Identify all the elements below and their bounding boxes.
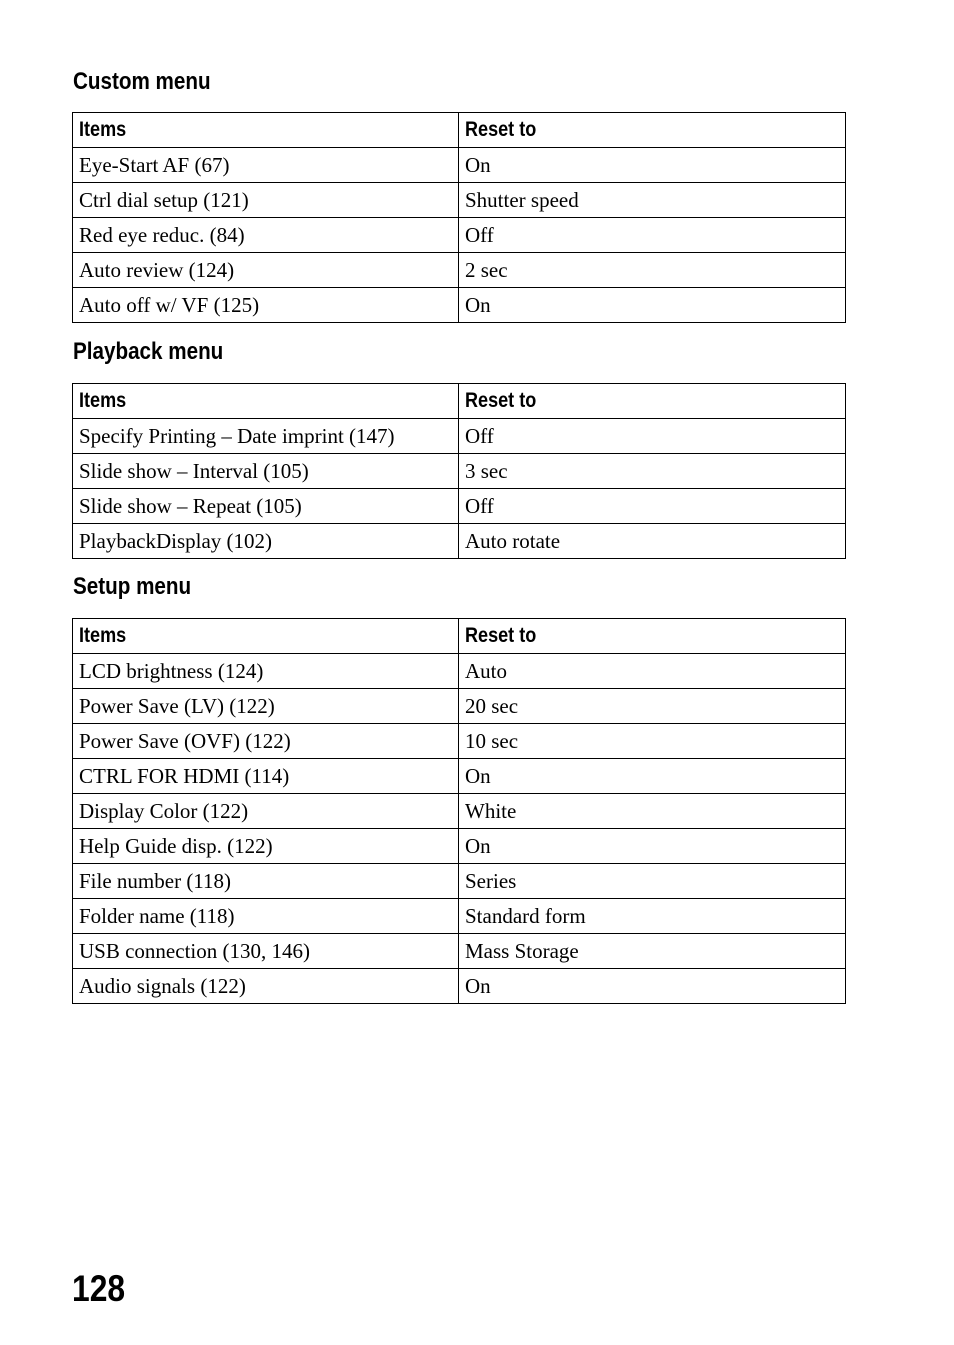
table-row — [73, 454, 846, 489]
table-row — [73, 934, 846, 969]
reset-value-cell: Standard form — [459, 899, 846, 934]
reset-value-cell: White — [459, 794, 846, 829]
item-cell: Ctrl dial setup (121) — [73, 183, 459, 218]
reset-value-cell: 2 sec — [459, 253, 846, 288]
item-cell: Auto off w/ VF (125) — [73, 288, 459, 323]
table-row — [73, 253, 846, 288]
reset-value-cell: On — [459, 969, 846, 1004]
reset-value-cell: 20 sec — [459, 689, 846, 724]
item-cell: Auto review (124) — [73, 253, 459, 288]
reset-value-cell: Auto — [459, 654, 846, 689]
item-cell: Help Guide disp. (122) — [73, 829, 459, 864]
table-row — [73, 148, 846, 183]
playback-menu-table — [72, 383, 846, 559]
item-cell: USB connection (130, 146) — [73, 934, 459, 969]
table-row — [73, 419, 846, 454]
item-cell: Eye-Start AF (67) — [73, 148, 459, 183]
table-row — [73, 794, 846, 829]
table-row — [73, 288, 846, 323]
table-row — [73, 524, 846, 559]
page-number: 128 — [72, 1268, 126, 1309]
table-row — [73, 899, 846, 934]
item-cell: Power Save (OVF) (122) — [73, 724, 459, 759]
reset-value-cell: 3 sec — [459, 454, 846, 489]
reset-value-cell: 10 sec — [459, 724, 846, 759]
table-row — [73, 689, 846, 724]
reset-value-cell: Shutter speed — [459, 183, 846, 218]
reset-value-cell: Off — [459, 419, 846, 454]
reset-to-header: Reset to — [459, 384, 846, 419]
reset-value-cell: Mass Storage — [459, 934, 846, 969]
reset-to-header: Reset to — [459, 113, 846, 148]
reset-value-cell: Series — [459, 864, 846, 899]
item-cell: Red eye reduc. (84) — [73, 218, 459, 253]
items-header: Items — [73, 384, 459, 419]
reset-value-cell: On — [459, 288, 846, 323]
items-header: Items — [73, 619, 459, 654]
items-header: Items — [73, 113, 459, 148]
custom-menu-title: Custom menu — [73, 68, 211, 95]
item-cell: Specify Printing – Date imprint (147) — [73, 419, 459, 454]
table-row — [73, 864, 846, 899]
reset-value-cell: Off — [459, 489, 846, 524]
item-cell: File number (118) — [73, 864, 459, 899]
reset-value-cell: On — [459, 759, 846, 794]
item-cell: LCD brightness (124) — [73, 654, 459, 689]
item-cell: Folder name (118) — [73, 899, 459, 934]
table-row — [73, 829, 846, 864]
table-row — [73, 759, 846, 794]
setup-menu-title: Setup menu — [73, 573, 192, 600]
custom-menu-table — [72, 112, 846, 323]
item-cell: Power Save (LV) (122) — [73, 689, 459, 724]
table-row — [73, 218, 846, 253]
table-row — [73, 183, 846, 218]
table-header-row — [73, 384, 846, 419]
table-row — [73, 724, 846, 759]
table-header-row — [73, 619, 846, 654]
reset-value-cell: On — [459, 829, 846, 864]
item-cell: CTRL FOR HDMI (114) — [73, 759, 459, 794]
table-row — [73, 969, 846, 1004]
item-cell: Slide show – Interval (105) — [73, 454, 459, 489]
item-cell: Slide show – Repeat (105) — [73, 489, 459, 524]
setup-menu-table — [72, 618, 846, 1004]
table-header-row — [73, 113, 846, 148]
item-cell: PlaybackDisplay (102) — [73, 524, 459, 559]
reset-value-cell: On — [459, 148, 846, 183]
item-cell: Display Color (122) — [73, 794, 459, 829]
playback-menu-title: Playback menu — [73, 338, 224, 365]
table-row — [73, 489, 846, 524]
table-row — [73, 654, 846, 689]
reset-value-cell: Off — [459, 218, 846, 253]
reset-value-cell: Auto rotate — [459, 524, 846, 559]
item-cell: Audio signals (122) — [73, 969, 459, 1004]
reset-to-header: Reset to — [459, 619, 846, 654]
